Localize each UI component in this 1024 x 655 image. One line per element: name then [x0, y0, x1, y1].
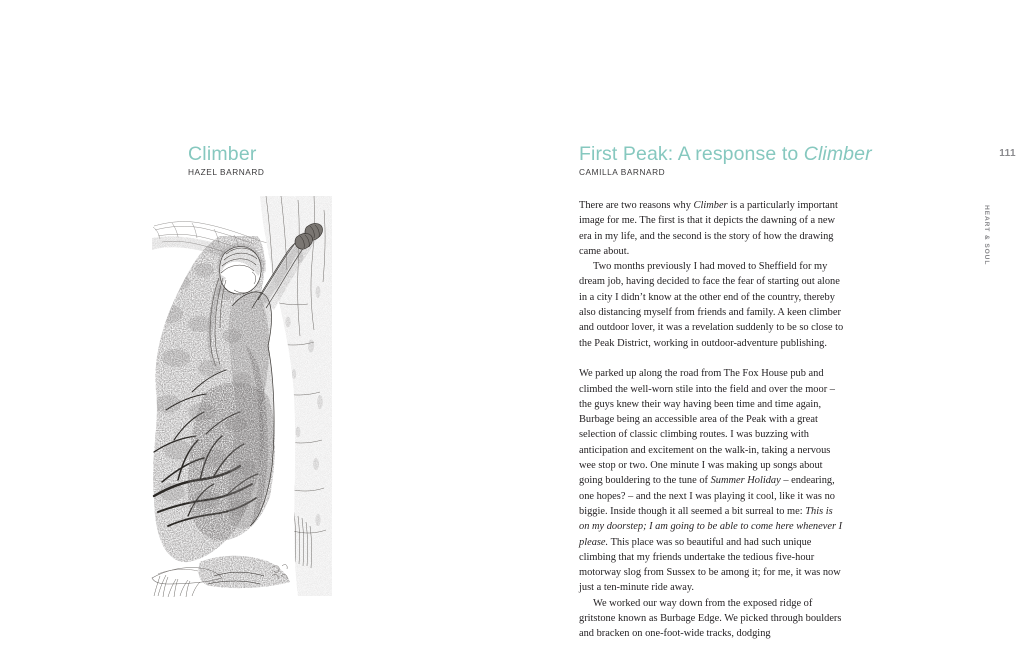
- essay-title-referenced-work: Climber: [803, 143, 872, 165]
- page-number: 111: [999, 148, 1016, 159]
- climber-illustration: [148, 196, 332, 612]
- text-run: Two months previously I had moved to Sheffield for my dream job, having decided to face the fear of starting out alone in a city I didn’t know at the other end of the country, thereby also distancing myself from friends and family. A keen climber and outdoor lover, it was a revelation suddenly to be so close to the Peak District, working in outdoor-adventure publishing.: [579, 261, 844, 349]
- italic-run: Climber: [693, 200, 728, 211]
- italic-run: Summer Holiday: [710, 475, 781, 487]
- text-run: We parked up along the road from The Fox House pub and climbed the well-worn stile into the field and over the moor – the guys knew their way having been time and time again, Burbage being an accessible area of the Peak with a great selection of classic climbing routes. I was buzzing with anticipation and excitement on the walk-in, taking a nervous wee stop or two. One minute I was making up songs about going bouldering to the tune of: [579, 368, 835, 487]
- text-run: – endearing, one hopes? – and the next I was playing it cool, like it was no biggie. Inside though it all seemed a bit surreal to me:: [579, 475, 835, 517]
- text-run: This place was so beautiful and had such unique climbing that my friends undertake the tedious five-hour motorway slog from Sussex to be among it; for me, it was now just a ten-minute ride away.: [579, 536, 841, 594]
- essay-title-text: First Peak: A response to: [579, 143, 804, 165]
- paragraph: [579, 259, 844, 351]
- essay-author-byline: CAMILLA BARNARD: [579, 167, 666, 177]
- text-run: There are two reasons why: [579, 200, 694, 211]
- text-run: is a particularly important image for me. The first is that it depicts the dawning of a new era in my life, and the second is the story of how the drawing came about.: [579, 200, 838, 257]
- essay-title: [579, 144, 872, 165]
- paragraph: [579, 596, 844, 642]
- running-head-section: HEART & SOUL: [983, 205, 990, 266]
- essay-body-column: [579, 198, 844, 642]
- right-page: [512, 0, 1024, 655]
- artwork-artist-byline: HAZEL BARNARD: [188, 167, 265, 177]
- italic-run: This is on my doorstep; I am going to be able to come here whenever I please.: [579, 505, 843, 548]
- paragraph: [579, 366, 844, 595]
- artwork-title: Climber: [188, 143, 257, 165]
- paragraph: [579, 198, 844, 259]
- text-run: We worked our way down from the exposed ridge of gritstone known as Burbage Edge. We picked through boulders and bracken on one-foot-wide tracks, dodging: [579, 597, 842, 640]
